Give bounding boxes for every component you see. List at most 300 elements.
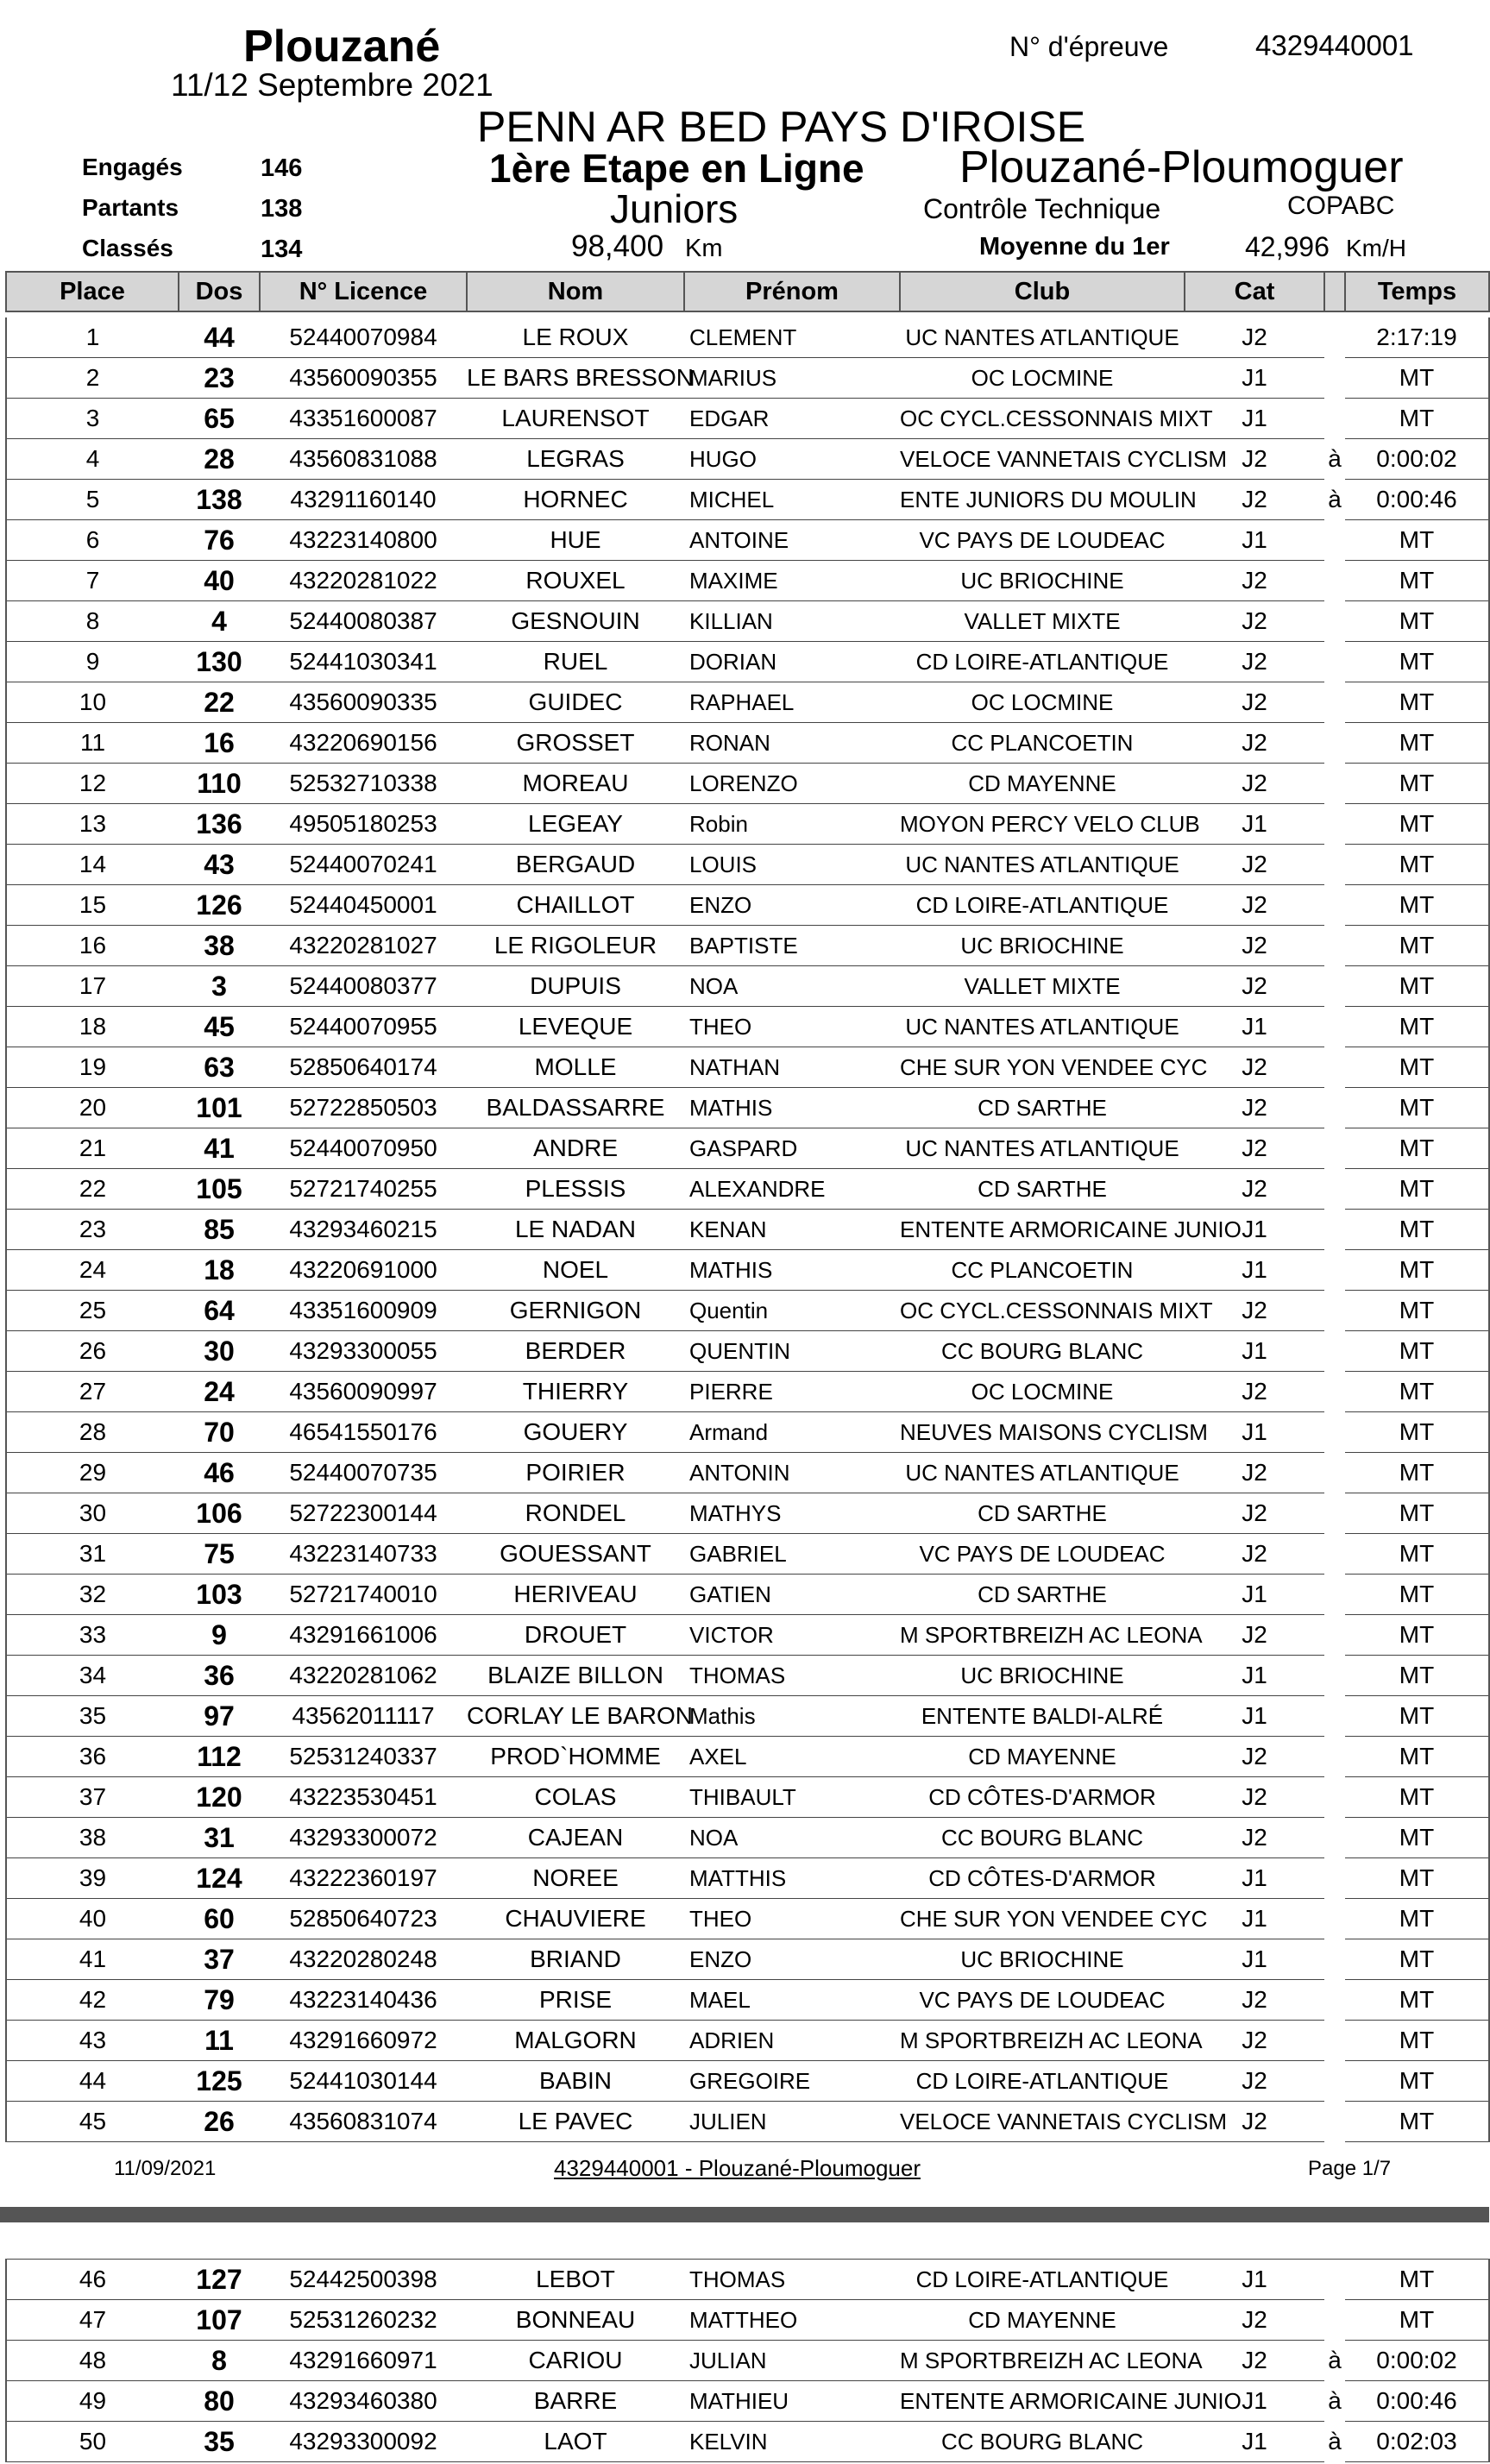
cell-place: 12 bbox=[6, 764, 179, 804]
cell-temps: MT bbox=[1345, 1412, 1489, 1453]
cell-prenom: THEO bbox=[684, 1899, 900, 1939]
cell-nom: RUEL bbox=[467, 642, 684, 682]
cell-dos: 79 bbox=[179, 1980, 260, 2021]
cell-licence: 52440080377 bbox=[260, 966, 467, 1007]
cell-club: OC LOCMINE bbox=[900, 358, 1185, 399]
cell-place: 20 bbox=[6, 1088, 179, 1128]
cell-prenom: GREGOIRE bbox=[684, 2061, 900, 2102]
cell-prenom: MARIUS bbox=[684, 358, 900, 399]
table-row bbox=[6, 1575, 1489, 1615]
cell-nom: BRIAND bbox=[467, 1939, 684, 1980]
cell-licence: 43291660972 bbox=[260, 2021, 467, 2061]
footer-date: 11/09/2021 bbox=[114, 2157, 217, 2180]
table-row bbox=[6, 1656, 1489, 1696]
cell-licence: 52850640723 bbox=[260, 1899, 467, 1939]
cell-licence: 43560090355 bbox=[260, 358, 467, 399]
cell-club: UC NANTES ATLANTIQUE bbox=[900, 1128, 1185, 1169]
cell-nom: HERIVEAU bbox=[467, 1575, 684, 1615]
cell-licence: 43220281062 bbox=[260, 1656, 467, 1696]
cell-cat: J1 bbox=[1185, 1656, 1324, 1696]
table-row bbox=[6, 601, 1489, 642]
cell-licence: 43220690156 bbox=[260, 723, 467, 764]
cell-club: M SPORTBREIZH AC LEONA bbox=[900, 1615, 1185, 1656]
cell-club: ENTENTE ARMORICAINE JUNIO bbox=[900, 1210, 1185, 1250]
col-licence: N° Licence bbox=[260, 272, 467, 311]
cell-temps: MT bbox=[1345, 682, 1489, 723]
cell-place: 3 bbox=[6, 399, 179, 439]
results-body-page2 bbox=[6, 2260, 1489, 2462]
cell-cat: J2 bbox=[1185, 1372, 1324, 1412]
col-club: Club bbox=[900, 272, 1185, 311]
cell-gap bbox=[1324, 1331, 1345, 1372]
cell-temps: MT bbox=[1345, 1128, 1489, 1169]
col-prenom: Prénom bbox=[684, 272, 900, 311]
table-row bbox=[6, 1088, 1489, 1128]
cell-gap bbox=[1324, 317, 1345, 358]
cell-prenom: MATHIS bbox=[684, 1250, 900, 1291]
cell-gap bbox=[1324, 804, 1345, 845]
cell-cat: J1 bbox=[1185, 2422, 1324, 2462]
cell-prenom: NATHAN bbox=[684, 1047, 900, 1088]
cell-nom: MALGORN bbox=[467, 2021, 684, 2061]
cell-place: 41 bbox=[6, 1939, 179, 1980]
cell-club: CHE SUR YON VENDEE CYC bbox=[900, 1047, 1185, 1088]
cell-temps: MT bbox=[1345, 1291, 1489, 1331]
table-row bbox=[6, 885, 1489, 926]
cell-licence: 52531260232 bbox=[260, 2300, 467, 2341]
cell-club: VC PAYS DE LOUDEAC bbox=[900, 520, 1185, 561]
cell-temps: 0:02:03 bbox=[1345, 2422, 1489, 2462]
cell-gap bbox=[1324, 1939, 1345, 1980]
cell-nom: POIRIER bbox=[467, 1453, 684, 1493]
cell-licence: 43560831074 bbox=[260, 2102, 467, 2142]
cell-dos: 41 bbox=[179, 1128, 260, 1169]
cell-cat: J2 bbox=[1185, 1493, 1324, 1534]
cell-cat: J1 bbox=[1185, 1696, 1324, 1737]
cell-prenom: MICHEL bbox=[684, 480, 900, 520]
epreuve-number: 4329440001 bbox=[1255, 29, 1414, 61]
cell-prenom: HUGO bbox=[684, 439, 900, 480]
stat-label-engages: Engagés bbox=[82, 154, 183, 180]
col-dos: Dos bbox=[179, 272, 260, 311]
cell-licence: 52531240337 bbox=[260, 1737, 467, 1777]
cell-prenom: GABRIEL bbox=[684, 1534, 900, 1575]
cell-prenom: MATHIEU bbox=[684, 2381, 900, 2422]
cell-nom: DROUET bbox=[467, 1615, 684, 1656]
cell-dos: 75 bbox=[179, 1534, 260, 1575]
table-row bbox=[6, 480, 1489, 520]
cell-place: 24 bbox=[6, 1250, 179, 1291]
cell-gap bbox=[1324, 561, 1345, 601]
stat-value-classes: 134 bbox=[261, 236, 303, 263]
cell-club: OC CYCL.CESSONNAIS MIXT bbox=[900, 399, 1185, 439]
cell-club: VC PAYS DE LOUDEAC bbox=[900, 1980, 1185, 2021]
stat-value-engages: 146 bbox=[261, 154, 303, 182]
cell-place: 11 bbox=[6, 723, 179, 764]
cell-licence: 43220281022 bbox=[260, 561, 467, 601]
table-row bbox=[6, 1291, 1489, 1331]
cell-licence: 43351600909 bbox=[260, 1291, 467, 1331]
cell-dos: 120 bbox=[179, 1777, 260, 1818]
cell-dos: 16 bbox=[179, 723, 260, 764]
cell-dos: 70 bbox=[179, 1412, 260, 1453]
cell-nom: LE PAVEC bbox=[467, 2102, 684, 2142]
cell-dos: 125 bbox=[179, 2061, 260, 2102]
cell-gap bbox=[1324, 1210, 1345, 1250]
table-row bbox=[6, 2381, 1489, 2422]
cell-place: 29 bbox=[6, 1453, 179, 1493]
cell-temps: MT bbox=[1345, 2061, 1489, 2102]
cell-licence: 43223140733 bbox=[260, 1534, 467, 1575]
cell-club: CC BOURG BLANC bbox=[900, 2422, 1185, 2462]
cell-nom: PRISE bbox=[467, 1980, 684, 2021]
cell-dos: 60 bbox=[179, 1899, 260, 1939]
cell-nom: LEGEAY bbox=[467, 804, 684, 845]
cell-gap: à bbox=[1328, 486, 1342, 512]
cell-licence: 43293460215 bbox=[260, 1210, 467, 1250]
cell-nom: LE RIGOLEUR bbox=[467, 926, 684, 966]
cell-prenom: KELVIN bbox=[684, 2422, 900, 2462]
cell-nom: LAOT bbox=[467, 2422, 684, 2462]
cell-cat: J2 bbox=[1185, 561, 1324, 601]
cell-licence: 43291160140 bbox=[260, 480, 467, 520]
cell-place: 28 bbox=[6, 1412, 179, 1453]
cell-licence: 43291660971 bbox=[260, 2341, 467, 2381]
cell-dos: 97 bbox=[179, 1696, 260, 1737]
table-row bbox=[6, 1615, 1489, 1656]
table-row bbox=[6, 966, 1489, 1007]
cell-cat: J1 bbox=[1185, 1250, 1324, 1291]
cell-club: CD CÔTES-D'ARMOR bbox=[900, 1858, 1185, 1899]
results-table bbox=[5, 271, 1490, 2142]
cell-place: 19 bbox=[6, 1047, 179, 1088]
cell-gap bbox=[1324, 1250, 1345, 1291]
cell-temps: MT bbox=[1345, 804, 1489, 845]
cell-cat: J2 bbox=[1185, 764, 1324, 804]
cell-club: NEUVES MAISONS CYCLISM bbox=[900, 1412, 1185, 1453]
cell-dos: 28 bbox=[179, 439, 260, 480]
cell-place: 42 bbox=[6, 1980, 179, 2021]
cell-licence: 52440070950 bbox=[260, 1128, 467, 1169]
cell-club: OC CYCL.CESSONNAIS MIXT bbox=[900, 1291, 1185, 1331]
cell-gap bbox=[1324, 1047, 1345, 1088]
event-name: PENN AR BED PAYS D'IROISE bbox=[477, 103, 1086, 151]
cell-prenom: ADRIEN bbox=[684, 2021, 900, 2061]
cell-dos: 45 bbox=[179, 1007, 260, 1047]
cell-place: 38 bbox=[6, 1818, 179, 1858]
cell-nom: LE ROUX bbox=[467, 317, 684, 358]
cell-gap bbox=[1324, 601, 1345, 642]
cell-dos: 138 bbox=[179, 480, 260, 520]
cell-club: M SPORTBREIZH AC LEONA bbox=[900, 2021, 1185, 2061]
cell-place: 7 bbox=[6, 561, 179, 601]
cell-temps: MT bbox=[1345, 1656, 1489, 1696]
cell-gap bbox=[1324, 885, 1345, 926]
cell-cat: J2 bbox=[1185, 2341, 1324, 2381]
cell-place: 35 bbox=[6, 1696, 179, 1737]
table-row bbox=[6, 1858, 1489, 1899]
cell-licence: 43560090335 bbox=[260, 682, 467, 723]
cell-nom: PLESSIS bbox=[467, 1169, 684, 1210]
cell-temps: MT bbox=[1345, 2021, 1489, 2061]
cell-gap bbox=[1324, 1777, 1345, 1818]
table-row bbox=[6, 1737, 1489, 1777]
cell-dos: 23 bbox=[179, 358, 260, 399]
cell-nom: NOEL bbox=[467, 1250, 684, 1291]
cell-cat: J2 bbox=[1185, 1534, 1324, 1575]
cell-place: 15 bbox=[6, 885, 179, 926]
col-cat: Cat bbox=[1185, 272, 1324, 311]
cell-place: 22 bbox=[6, 1169, 179, 1210]
cell-prenom: THOMAS bbox=[684, 2260, 900, 2300]
cell-prenom: Robin bbox=[684, 804, 900, 845]
cell-prenom: ENZO bbox=[684, 1939, 900, 1980]
cell-dos: 8 bbox=[179, 2341, 260, 2381]
cell-temps: 0:00:46 bbox=[1345, 480, 1489, 520]
cell-place: 37 bbox=[6, 1777, 179, 1818]
cell-club: CD LOIRE-ATLANTIQUE bbox=[900, 885, 1185, 926]
cell-gap bbox=[1324, 1615, 1345, 1656]
cell-club: CD MAYENNE bbox=[900, 2300, 1185, 2341]
cell-licence: 46541550176 bbox=[260, 1412, 467, 1453]
cell-club: OC LOCMINE bbox=[900, 1372, 1185, 1412]
cell-cat: J2 bbox=[1185, 1737, 1324, 1777]
cell-temps: MT bbox=[1345, 1007, 1489, 1047]
cell-place: 16 bbox=[6, 926, 179, 966]
cell-nom: LEVEQUE bbox=[467, 1007, 684, 1047]
cell-cat: J2 bbox=[1185, 1169, 1324, 1210]
stat-label-classes: Classés bbox=[82, 235, 173, 261]
cell-club: CD SARTHE bbox=[900, 1493, 1185, 1534]
results-body-page1 bbox=[6, 317, 1489, 2142]
average-value: 42,996 bbox=[1245, 231, 1330, 262]
cell-club: CD MAYENNE bbox=[900, 764, 1185, 804]
cell-prenom: NOA bbox=[684, 966, 900, 1007]
table-row bbox=[6, 520, 1489, 561]
cell-nom: CHAUVIERE bbox=[467, 1899, 684, 1939]
cell-gap bbox=[1324, 358, 1345, 399]
cell-dos: 107 bbox=[179, 2300, 260, 2341]
cell-cat: J2 bbox=[1185, 2021, 1324, 2061]
cell-dos: 130 bbox=[179, 642, 260, 682]
cell-club: CC PLANCOETIN bbox=[900, 723, 1185, 764]
cell-place: 44 bbox=[6, 2061, 179, 2102]
cell-temps: MT bbox=[1345, 926, 1489, 966]
cell-prenom: DORIAN bbox=[684, 642, 900, 682]
cell-nom: LEGRAS bbox=[467, 439, 684, 480]
cell-cat: J2 bbox=[1185, 1047, 1324, 1088]
cell-prenom: KENAN bbox=[684, 1210, 900, 1250]
cell-club: CD LOIRE-ATLANTIQUE bbox=[900, 2061, 1185, 2102]
cell-prenom: KILLIAN bbox=[684, 601, 900, 642]
table-row bbox=[6, 2102, 1489, 2142]
cell-prenom: EDGAR bbox=[684, 399, 900, 439]
cell-nom: GESNOUIN bbox=[467, 601, 684, 642]
event-date: 11/12 Septembre 2021 bbox=[171, 67, 494, 103]
cell-nom: BERDER bbox=[467, 1331, 684, 1372]
cell-cat: J2 bbox=[1185, 682, 1324, 723]
table-row bbox=[6, 2341, 1489, 2381]
cell-nom: CARIOU bbox=[467, 2341, 684, 2381]
cell-cat: J2 bbox=[1185, 2300, 1324, 2341]
cell-nom: HORNEC bbox=[467, 480, 684, 520]
cell-prenom: THEO bbox=[684, 1007, 900, 1047]
cell-temps: MT bbox=[1345, 1575, 1489, 1615]
cell-gap bbox=[1324, 926, 1345, 966]
cell-licence: 43223140800 bbox=[260, 520, 467, 561]
average-label: Moyenne du 1er bbox=[979, 233, 1170, 261]
cell-cat: J2 bbox=[1185, 1615, 1324, 1656]
cell-cat: J2 bbox=[1185, 601, 1324, 642]
cell-club: UC BRIOCHINE bbox=[900, 1656, 1185, 1696]
cell-temps: 0:00:46 bbox=[1345, 2381, 1489, 2422]
cell-place: 13 bbox=[6, 804, 179, 845]
cell-prenom: QUENTIN bbox=[684, 1331, 900, 1372]
cell-temps: MT bbox=[1345, 1615, 1489, 1656]
cell-licence: 43223140436 bbox=[260, 1980, 467, 2021]
cell-prenom: MAEL bbox=[684, 1980, 900, 2021]
table-row bbox=[6, 2260, 1489, 2300]
cell-gap bbox=[1324, 1291, 1345, 1331]
cell-prenom: MATTHIS bbox=[684, 1858, 900, 1899]
cell-nom: ANDRE bbox=[467, 1128, 684, 1169]
cell-nom: RONDEL bbox=[467, 1493, 684, 1534]
cell-prenom: AXEL bbox=[684, 1737, 900, 1777]
cell-nom: BONNEAU bbox=[467, 2300, 684, 2341]
cell-club: CD LOIRE-ATLANTIQUE bbox=[900, 2260, 1185, 2300]
cell-cat: J2 bbox=[1185, 439, 1324, 480]
cell-club: UC NANTES ATLANTIQUE bbox=[900, 1007, 1185, 1047]
cell-licence: 43293300092 bbox=[260, 2422, 467, 2462]
table-row bbox=[6, 2300, 1489, 2341]
average-unit: Km/H bbox=[1346, 235, 1406, 261]
cell-licence: 52532710338 bbox=[260, 764, 467, 804]
cell-cat: J2 bbox=[1185, 1291, 1324, 1331]
race-category: Juniors bbox=[610, 186, 739, 231]
cell-temps: 2:17:19 bbox=[1345, 317, 1489, 358]
cell-dos: 31 bbox=[179, 1818, 260, 1858]
cell-club: ENTENTE BALDI-ALRÉ bbox=[900, 1696, 1185, 1737]
cell-temps: MT bbox=[1345, 601, 1489, 642]
cell-dos: 80 bbox=[179, 2381, 260, 2422]
cell-cat: J2 bbox=[1185, 1980, 1324, 2021]
cell-club: MOYON PERCY VELO CLUB bbox=[900, 804, 1185, 845]
stat-value-partants: 138 bbox=[261, 195, 303, 223]
cell-dos: 18 bbox=[179, 1250, 260, 1291]
cell-gap bbox=[1324, 1534, 1345, 1575]
cell-temps: MT bbox=[1345, 2260, 1489, 2300]
cell-place: 47 bbox=[6, 2300, 179, 2341]
cell-temps: MT bbox=[1345, 2102, 1489, 2142]
cell-temps: MT bbox=[1345, 399, 1489, 439]
cell-nom: LEBOT bbox=[467, 2260, 684, 2300]
cell-temps: MT bbox=[1345, 1858, 1489, 1899]
cell-temps: MT bbox=[1345, 1250, 1489, 1291]
cell-dos: 124 bbox=[179, 1858, 260, 1899]
cell-temps: MT bbox=[1345, 1169, 1489, 1210]
cell-nom: GUIDEC bbox=[467, 682, 684, 723]
cell-dos: 44 bbox=[179, 317, 260, 358]
cell-licence: 52722850503 bbox=[260, 1088, 467, 1128]
table-header-row bbox=[6, 272, 1489, 311]
cell-temps: MT bbox=[1345, 1980, 1489, 2021]
cell-prenom: ANTONIN bbox=[684, 1453, 900, 1493]
cell-cat: J1 bbox=[1185, 804, 1324, 845]
table-row bbox=[6, 1777, 1489, 1818]
cell-prenom: THIBAULT bbox=[684, 1777, 900, 1818]
cell-cat: J2 bbox=[1185, 1777, 1324, 1818]
cell-licence: 43293460380 bbox=[260, 2381, 467, 2422]
cell-nom: GOUESSANT bbox=[467, 1534, 684, 1575]
cell-cat: J2 bbox=[1185, 723, 1324, 764]
cell-temps: MT bbox=[1345, 520, 1489, 561]
cell-dos: 101 bbox=[179, 1088, 260, 1128]
table-row bbox=[6, 1412, 1489, 1453]
cell-place: 1 bbox=[6, 317, 179, 358]
cell-prenom: MATTHEO bbox=[684, 2300, 900, 2341]
cell-gap bbox=[1324, 1412, 1345, 1453]
cell-temps: MT bbox=[1345, 1210, 1489, 1250]
cell-prenom: JULIEN bbox=[684, 2102, 900, 2142]
cell-gap bbox=[1324, 1493, 1345, 1534]
cell-cat: J2 bbox=[1185, 1818, 1324, 1858]
cell-prenom: NOA bbox=[684, 1818, 900, 1858]
cell-prenom: JULIAN bbox=[684, 2341, 900, 2381]
cell-gap bbox=[1324, 723, 1345, 764]
cell-dos: 38 bbox=[179, 926, 260, 966]
cell-nom: GROSSET bbox=[467, 723, 684, 764]
cell-gap bbox=[1324, 764, 1345, 804]
cell-dos: 85 bbox=[179, 1210, 260, 1250]
cell-dos: 24 bbox=[179, 1372, 260, 1412]
cell-prenom: RAPHAEL bbox=[684, 682, 900, 723]
cell-place: 31 bbox=[6, 1534, 179, 1575]
cell-dos: 22 bbox=[179, 682, 260, 723]
table-row bbox=[6, 2422, 1489, 2462]
cell-cat: J1 bbox=[1185, 1899, 1324, 1939]
cell-nom: LE NADAN bbox=[467, 1210, 684, 1250]
page-break bbox=[0, 2207, 1489, 2222]
cell-gap bbox=[1324, 1818, 1345, 1858]
cell-gap bbox=[1324, 1980, 1345, 2021]
cell-club: VELOCE VANNETAIS CYCLISM bbox=[900, 439, 1185, 480]
cell-gap bbox=[1324, 1169, 1345, 1210]
table-row bbox=[6, 764, 1489, 804]
cell-cat: J1 bbox=[1185, 520, 1324, 561]
cell-gap bbox=[1324, 1128, 1345, 1169]
cell-place: 49 bbox=[6, 2381, 179, 2422]
cell-dos: 63 bbox=[179, 1047, 260, 1088]
cell-temps: 0:00:02 bbox=[1345, 439, 1489, 480]
cell-temps: MT bbox=[1345, 561, 1489, 601]
cell-gap bbox=[1324, 1088, 1345, 1128]
cell-place: 9 bbox=[6, 642, 179, 682]
table-row bbox=[6, 1696, 1489, 1737]
cell-gap bbox=[1324, 1453, 1345, 1493]
cell-place: 23 bbox=[6, 1210, 179, 1250]
cell-gap bbox=[1324, 1737, 1345, 1777]
cell-nom: LAURENSOT bbox=[467, 399, 684, 439]
cell-temps: MT bbox=[1345, 1818, 1489, 1858]
cell-licence: 43293300055 bbox=[260, 1331, 467, 1372]
cell-nom: BARRE bbox=[467, 2381, 684, 2422]
cell-temps: MT bbox=[1345, 1372, 1489, 1412]
col-place: Place bbox=[6, 272, 179, 311]
cell-nom: CHAILLOT bbox=[467, 885, 684, 926]
cell-place: 43 bbox=[6, 2021, 179, 2061]
cell-nom: GERNIGON bbox=[467, 1291, 684, 1331]
cell-nom: ROUXEL bbox=[467, 561, 684, 601]
